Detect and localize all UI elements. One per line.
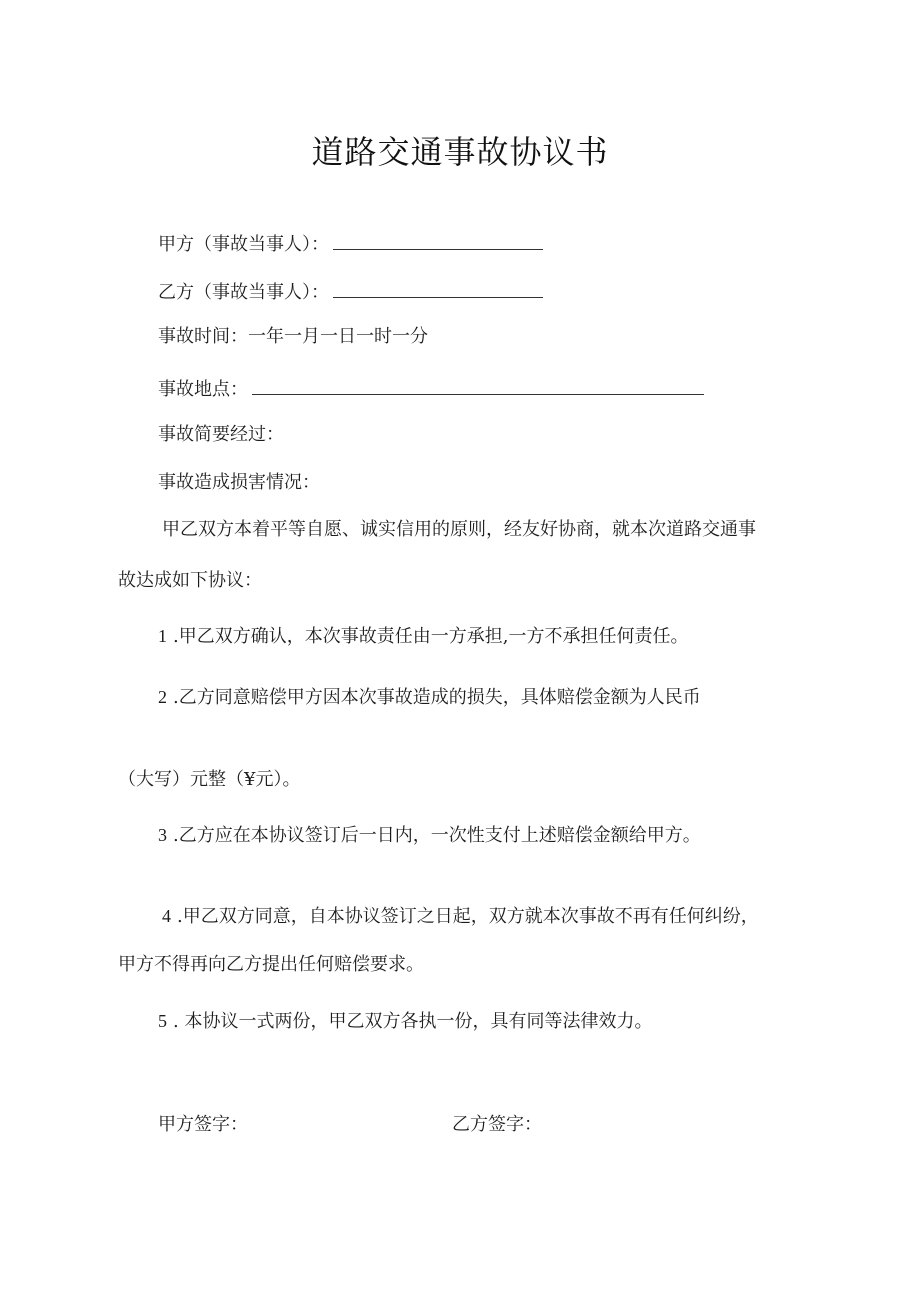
clause-4-continuation: 甲方不得再向乙方提出任何赔偿要求。: [118, 954, 424, 975]
clause-text: .乙方应在本协议签订后一日内，一次性支付上述赔偿金额给甲方。: [173, 825, 701, 846]
clause-number: 4: [162, 906, 171, 926]
party-a-label: 甲方（事故当事人）：: [158, 234, 329, 255]
party-a-row: [158, 229, 543, 257]
party-b-signature: 乙方签字：: [452, 1114, 542, 1135]
document-title: 道路交通事故协议书: [311, 133, 609, 171]
clause-4: [162, 904, 759, 929]
accident-summary-label: 事故简要经过：: [158, 424, 284, 445]
accident-time: 事故时间：一年一月一日一时一分: [158, 326, 428, 347]
party-b-blank: [333, 277, 543, 298]
clause-text: .甲乙双方确认，本次事故责任由一方承担,一方不承担任何责任。: [173, 626, 689, 647]
party-a-signature: 甲方签字：: [158, 1114, 248, 1135]
clause-number: 2: [158, 687, 167, 707]
party-b-label: 乙方（事故当事人）：: [158, 282, 329, 303]
clause-text: . 本协议一式两份，甲乙双方各执一份，具有同等法律效力。: [173, 1011, 653, 1032]
clause-2-continuation: （大写）元整（¥元）。: [118, 769, 301, 790]
clause-5: [158, 1009, 652, 1034]
clause-2: [158, 685, 701, 710]
clause-1: [158, 624, 688, 649]
clause-number: 5: [158, 1011, 167, 1031]
clause-text: .甲乙双方同意，自本协议签订之日起，双方就本次事故不再有任何纠纷，: [177, 906, 759, 927]
accident-place-row: [158, 374, 704, 402]
clause-text: .乙方同意赔偿甲方因本次事故造成的损失，具体赔偿金额为人民币: [173, 687, 701, 708]
accident-damage-label: 事故造成损害情况：: [158, 472, 320, 493]
accident-place-blank: [252, 374, 704, 395]
party-b-row: [158, 277, 543, 305]
intro-line-2: 故达成如下协议：: [118, 570, 262, 591]
party-a-blank: [333, 229, 543, 250]
clause-number: 3: [158, 825, 167, 845]
clause-3: [158, 823, 701, 848]
intro-line-1: 甲乙双方本着平等自愿、诚实信用的原则，经友好协商，就本次道路交通事: [162, 519, 756, 540]
clause-number: 1: [158, 626, 167, 646]
accident-place-label: 事故地点：: [158, 379, 248, 400]
